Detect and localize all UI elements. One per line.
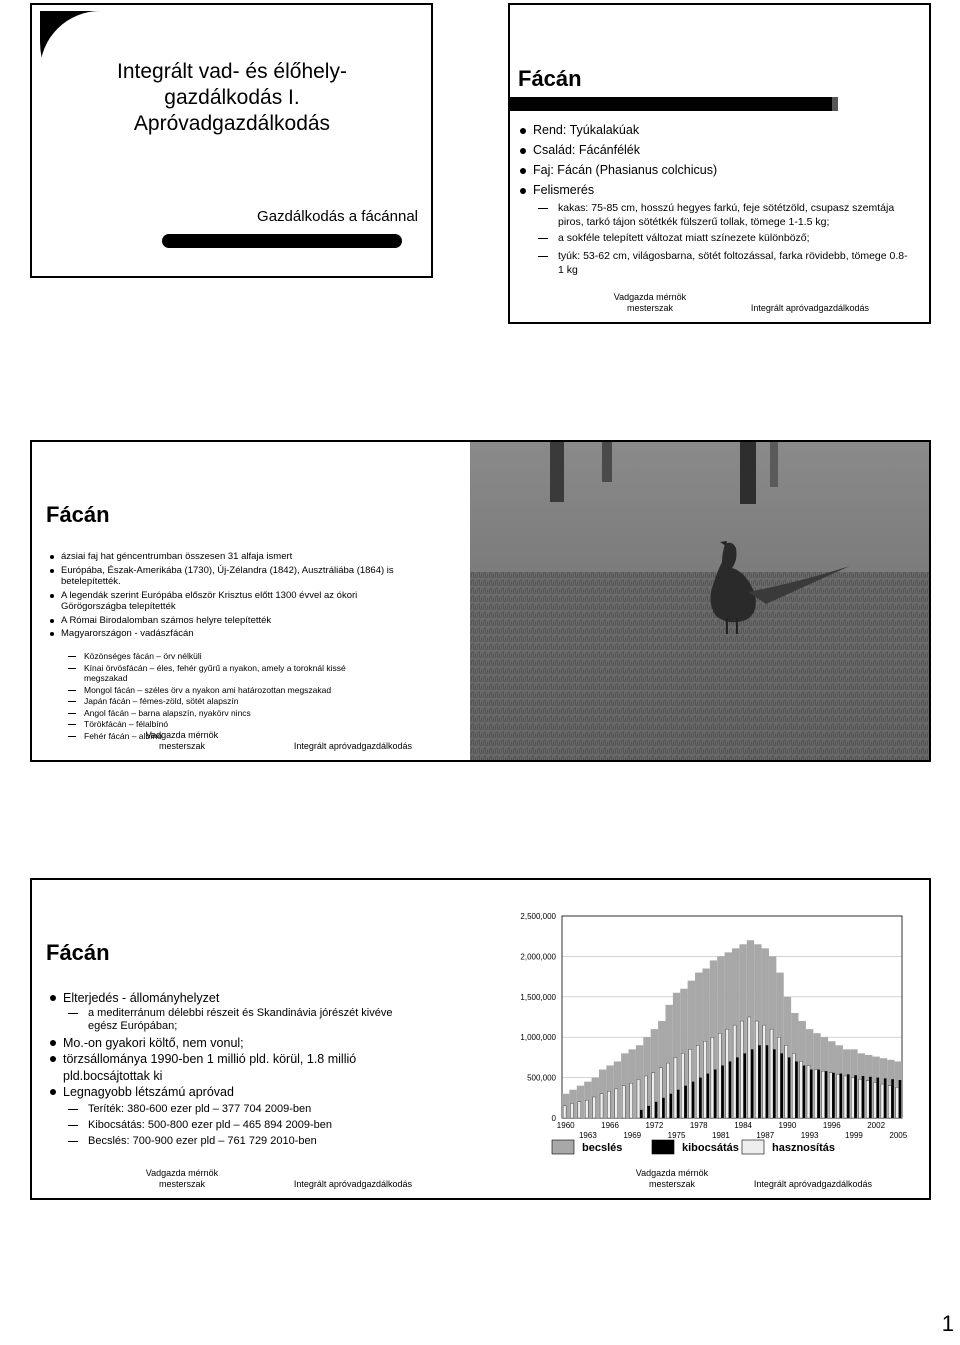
slide4-footer: [122, 1168, 412, 1192]
bar-hasznositas: [630, 1083, 633, 1118]
footer-left-line: Vadgazda mérnök: [613, 292, 687, 302]
footer-left-line: Vadgazda mérnök: [145, 1168, 219, 1178]
bar-hasznositas: [711, 1037, 714, 1118]
bullet-dot: [520, 188, 526, 194]
s4-sub-4b: [50, 1117, 410, 1133]
x-tick-label: 1981: [712, 1131, 730, 1140]
bar-hasznositas: [718, 1033, 721, 1118]
bullet-text: Család: Fácánfélék: [533, 143, 641, 157]
bullet-dot: [50, 1056, 56, 1062]
bar-hasznositas: [888, 1086, 891, 1118]
bar-kibocsatas: [840, 1074, 843, 1118]
s3-bullet: [50, 628, 410, 640]
bar-hasznositas: [689, 1049, 692, 1118]
bullet-text: Magyarországon - vadászfácán: [61, 628, 194, 639]
title-line-3: Apróvadgazdálkodás: [133, 112, 331, 135]
bar-kibocsatas: [707, 1074, 710, 1118]
x-tick-label: 1987: [756, 1131, 775, 1140]
bar-kibocsatas: [795, 1061, 798, 1118]
bullet-dot: [50, 1089, 56, 1095]
slide4-list: [50, 990, 410, 1149]
slide1-bar: [162, 234, 402, 248]
sub-text: Fehér fácán – albínó: [84, 730, 162, 741]
slide-4: [30, 878, 931, 1200]
dash: [68, 724, 76, 725]
slide3-title: Fácán: [46, 502, 110, 527]
bullet-text: Mo.-on gyakori költő, nem vonul;: [63, 1035, 244, 1050]
bar-hasznositas: [667, 1063, 670, 1118]
bar-hasznositas: [644, 1076, 647, 1118]
bar-hasznositas: [704, 1041, 707, 1118]
s3-sub: [68, 685, 388, 696]
bullet-text: Felismerés: [533, 183, 595, 197]
grass-field: [470, 572, 931, 762]
slide2-title-bar-end: [832, 97, 838, 111]
dash: [68, 1141, 78, 1142]
bar-kibocsatas: [743, 1053, 746, 1118]
dash: [68, 736, 76, 737]
bar-kibocsatas: [803, 1065, 806, 1118]
bullet-dot: [50, 594, 54, 598]
s3-sub: [68, 696, 388, 707]
title-line-2: gazdálkodás I.: [164, 86, 300, 109]
legend-swatch: [742, 1140, 764, 1154]
s4-bullet-1: [50, 990, 410, 1007]
dash: [538, 256, 548, 257]
bar-hasznositas: [770, 1029, 773, 1118]
s3-bullet: [50, 590, 410, 613]
bullet-text: A Római Birodalomban számos helyre telepítették: [61, 614, 272, 626]
s4-bullet-3: [50, 1051, 410, 1084]
bar-kibocsatas: [854, 1075, 857, 1118]
bullet-text: törzsállománya 1990-ben 1 millió pld. körül, 1.8 millió pld.bocsájtottak ki: [63, 1052, 357, 1083]
population-chart: [472, 902, 912, 1164]
bar-hasznositas: [593, 1097, 596, 1118]
dash: [538, 238, 548, 239]
bar-hasznositas: [726, 1029, 729, 1118]
bar-kibocsatas: [891, 1079, 894, 1118]
slide1-subtitle: Gazdálkodás a fácánnal: [257, 208, 418, 225]
sub-text: tyúk: 53-62 cm, világosbarna, sötét foltozással, farka rövidebb, tömege 0.8-1 kg: [558, 250, 908, 276]
s4-sub-1: [50, 1007, 410, 1033]
bar-kibocsatas: [721, 1065, 724, 1118]
bullet-text: Rend: Tyúkalakúak: [533, 123, 640, 137]
bar-kibocsatas: [655, 1102, 658, 1118]
y-tick-label: 2,000,000: [520, 952, 556, 962]
sub-text: Mongol fácán – széles örv a nyakon ami határozottan megszakad: [84, 684, 332, 695]
bar-kibocsatas: [810, 1070, 813, 1118]
s3-bullet: [50, 565, 410, 588]
footer-left-line: mesterszak: [626, 303, 673, 313]
slide3-footer: [122, 730, 412, 754]
sub-text: Angol fácán – barna alapszín, nyakörv nincs: [84, 707, 251, 718]
bar-hasznositas: [792, 1053, 795, 1118]
slide2-title-bar: [508, 97, 832, 111]
legend-label: becslés: [582, 1142, 623, 1154]
sub-text: kakas: 75-85 cm, hosszú hegyes farkú, feje sötétzöld, csupasz szemtája piros, tarkó tájon sötétkék fülszerű tollak, tömege 1-1.5 kg;: [558, 202, 895, 228]
bar-hasznositas: [748, 1017, 751, 1118]
s4-sub-4c: [50, 1133, 410, 1149]
bar-kibocsatas: [884, 1078, 887, 1118]
y-tick-label: 2,500,000: [520, 912, 556, 921]
bullet-text: ázsiai faj hat géncentrumban összesen 31 alfaja ismert: [61, 551, 293, 562]
s3-sub: [68, 708, 388, 719]
bar-kibocsatas: [699, 1078, 702, 1118]
footer-left-line: mesterszak: [158, 1179, 205, 1189]
bullet-dot: [50, 569, 54, 573]
x-tick-label: 1969: [623, 1131, 642, 1140]
bar-kibocsatas: [869, 1077, 872, 1118]
footer-left: [122, 730, 242, 752]
bar-hasznositas: [800, 1061, 803, 1118]
footer-left: [612, 1168, 732, 1190]
x-tick-label: 1960: [556, 1121, 575, 1130]
bullet-csalad: [520, 140, 920, 160]
s4-sub-4a: [50, 1101, 410, 1117]
dash: [68, 701, 76, 702]
bar-hasznositas: [807, 1065, 810, 1118]
sub-text: a sokféle telepített változat miatt színezete különböző;: [558, 232, 810, 244]
sub-text: Teríték: 380-600 ezer pld – 377 704 2009-ben: [88, 1102, 312, 1115]
bar-hasznositas: [785, 1045, 788, 1118]
bullet-text-latin: (Phasianus colchicus): [592, 163, 718, 177]
fence-post: [602, 442, 612, 482]
x-tick-label: 1972: [645, 1121, 664, 1130]
slide-2: [508, 3, 931, 324]
bullet-text: Faj: Fácán: [533, 163, 593, 177]
dash: [68, 656, 76, 657]
legend-label: kibocsátás: [682, 1142, 739, 1154]
bullet-text: A legendák szerint Európába először Krisztus előtt 1300 évvel az ókori Görögországba telepítették: [61, 589, 358, 612]
bullet-dot: [50, 1040, 56, 1046]
footer-left: [590, 292, 710, 314]
bullet-dot: [520, 128, 526, 134]
bar-hasznositas: [652, 1073, 655, 1118]
s3-sub: [68, 651, 388, 662]
slide2-bullets: [520, 120, 920, 200]
legend-swatch: [652, 1140, 674, 1154]
bar-kibocsatas: [899, 1080, 902, 1118]
bar-kibocsatas: [714, 1070, 717, 1118]
s3-sub: [68, 719, 388, 730]
bar-kibocsatas: [640, 1110, 643, 1118]
slide4-footer-right: [612, 1168, 872, 1192]
x-tick-label: 1999: [845, 1131, 863, 1140]
slide2-footer: [590, 292, 869, 316]
bar-hasznositas: [607, 1091, 610, 1118]
bar-hasznositas: [733, 1025, 736, 1118]
bar-hasznositas: [814, 1070, 817, 1118]
slide3-subbullets: [68, 651, 388, 742]
bullet-dot: [50, 619, 54, 623]
footer-left: [122, 1168, 242, 1190]
footer-right: Integrált apróvadgazdálkodás: [753, 1179, 872, 1189]
footer-left-line: Vadgazda mérnök: [635, 1168, 709, 1178]
bar-hasznositas: [741, 1021, 744, 1118]
bar-kibocsatas: [862, 1076, 865, 1118]
s3-sub: [68, 663, 388, 684]
sub-text: Becslés: 700-900 ezer pld – 761 729 2010-ben: [88, 1134, 317, 1147]
bar-kibocsatas: [670, 1094, 673, 1118]
s3-bullet: [50, 551, 410, 563]
bullet-faj: [520, 160, 920, 180]
slide2-title: Fácán: [518, 66, 582, 91]
fence-post: [550, 442, 564, 502]
bar-kibocsatas: [662, 1098, 665, 1118]
bar-hasznositas: [837, 1074, 840, 1118]
bar-kibocsatas: [832, 1073, 835, 1118]
x-tick-label: 1966: [601, 1121, 619, 1130]
bar-hasznositas: [822, 1071, 825, 1118]
bar-hasznositas: [637, 1079, 640, 1118]
bar-hasznositas: [763, 1025, 766, 1118]
bar-hasznositas: [881, 1084, 884, 1118]
dash: [68, 668, 76, 669]
title-line-1: Integrált vad- és élőhely-: [117, 60, 347, 83]
dash: [538, 208, 548, 209]
bar-kibocsatas: [684, 1086, 687, 1118]
footer-right: Integrált apróvadgazdálkodás: [293, 1179, 412, 1189]
y-tick-label: 0: [551, 1114, 556, 1123]
sub-text: Kínai örvösfácán – éles, fehér gyűrű a nyakon, amely a toroknál kissé megszakad: [84, 662, 346, 683]
bullet-rend: [520, 120, 920, 140]
slide2-subbullets: [538, 201, 908, 277]
y-tick-label: 1,000,000: [520, 1033, 556, 1043]
bar-kibocsatas: [825, 1071, 828, 1118]
sub-kakas: [538, 201, 908, 229]
bar-hasznositas: [563, 1106, 566, 1118]
bar-hasznositas: [571, 1103, 574, 1118]
x-tick-label: 2005: [889, 1131, 908, 1140]
dash: [68, 1013, 78, 1014]
x-tick-label: 1984: [734, 1121, 752, 1130]
bar-hasznositas: [777, 1037, 780, 1118]
sub-tyuk: [538, 249, 908, 277]
sub-text: Törökfácán – félalbínó: [84, 719, 169, 729]
bar-hasznositas: [674, 1057, 677, 1118]
bar-hasznositas: [755, 1021, 758, 1118]
bar-kibocsatas: [766, 1045, 769, 1118]
dash: [68, 690, 76, 691]
bar-kibocsatas: [877, 1078, 880, 1118]
dash: [68, 1109, 78, 1110]
slide-3: [30, 440, 931, 762]
bar-kibocsatas: [692, 1082, 695, 1118]
footer-left-line: mesterszak: [648, 1179, 695, 1189]
bullet-felismeres: [520, 180, 920, 200]
bar-kibocsatas: [758, 1045, 761, 1118]
x-tick-label: 1993: [800, 1131, 819, 1140]
footer-right: Integrált apróvadgazdálkodás: [293, 741, 412, 751]
bar-hasznositas: [696, 1045, 699, 1118]
footer-right: Integrált apróvadgazdálkodás: [750, 303, 869, 313]
legend-label: hasznosítás: [772, 1142, 835, 1154]
fence-post: [770, 442, 778, 487]
bar-kibocsatas: [847, 1074, 850, 1118]
footer-left-line: Vadgazda mérnök: [145, 730, 219, 740]
x-tick-label: 1996: [822, 1121, 841, 1130]
bar-kibocsatas: [751, 1049, 754, 1118]
slide-1: [30, 3, 433, 278]
bar-hasznositas: [622, 1086, 625, 1118]
bar-kibocsatas: [788, 1057, 791, 1118]
s4-bullet-2: [50, 1035, 410, 1052]
bullet-dot: [520, 148, 526, 154]
bar-kibocsatas: [817, 1070, 820, 1118]
bar-kibocsatas: [647, 1106, 650, 1118]
bar-hasznositas: [681, 1053, 684, 1118]
bullet-dot: [50, 995, 56, 1001]
bar-kibocsatas: [736, 1057, 739, 1118]
bar-hasznositas: [859, 1079, 862, 1118]
bar-hasznositas: [600, 1094, 603, 1118]
bar-kibocsatas: [773, 1049, 776, 1118]
bullet-dot: [50, 632, 54, 636]
bar-kibocsatas: [729, 1061, 732, 1118]
sub-text: Közönséges fácán – örv nélküli: [84, 651, 202, 661]
x-tick-label: 1990: [778, 1121, 797, 1130]
s3-bullet: [50, 615, 410, 627]
bar-hasznositas: [659, 1068, 662, 1118]
bullet-dot: [50, 555, 54, 559]
bar-kibocsatas: [780, 1053, 783, 1118]
bar-hasznositas: [578, 1102, 581, 1118]
sub-text: a mediterránum délebbi részeit és Skandinávia jórészét kivéve egész Európában;: [88, 1006, 393, 1032]
x-tick-label: 2002: [867, 1121, 886, 1130]
bullet-text: Legnagyobb létszámú apróvad: [63, 1085, 234, 1099]
bar-hasznositas: [896, 1087, 899, 1118]
bar-hasznositas: [866, 1081, 869, 1118]
sub-text: Japán fácán – fémes-zöld, sötét alapszín: [84, 696, 239, 706]
y-tick-label: 500,000: [527, 1073, 556, 1083]
bullet-text: Európába, Észak-Amerikába (1730), Új-Zélandra (1842), Ausztráliába (1864) is betelepítették.: [61, 564, 394, 587]
bullet-text: Elterjedés - állományhelyzet: [63, 991, 220, 1005]
s4-bullet-4: [50, 1084, 410, 1101]
fence-post: [740, 442, 756, 504]
x-tick-label: 1978: [689, 1121, 708, 1130]
sub-text: Kibocsátás: 500-800 ezer pld – 465 894 2009-ben: [88, 1118, 333, 1131]
page-number: 1: [941, 1311, 954, 1336]
bar-hasznositas: [585, 1100, 588, 1118]
dash: [68, 713, 76, 714]
legend-swatch: [552, 1140, 574, 1154]
pheasant-photo: [470, 442, 931, 762]
footer-left-line: mesterszak: [158, 741, 205, 751]
bar-hasznositas: [844, 1076, 847, 1118]
bar-hasznositas: [874, 1082, 877, 1118]
x-tick-label: 1975: [667, 1131, 686, 1140]
bullet-dot: [520, 168, 526, 174]
bar-kibocsatas: [677, 1090, 680, 1118]
dash: [68, 1125, 78, 1126]
slide3-bullets: [50, 551, 410, 642]
bar-hasznositas: [615, 1089, 618, 1118]
sub-szinezet: [538, 231, 908, 245]
y-tick-label: 1,500,000: [520, 992, 556, 1002]
x-tick-label: 1963: [578, 1131, 597, 1140]
bar-hasznositas: [851, 1078, 854, 1118]
slide1-title: [32, 59, 432, 137]
slide4-title: Fácán: [46, 940, 110, 965]
bar-hasznositas: [829, 1073, 832, 1118]
